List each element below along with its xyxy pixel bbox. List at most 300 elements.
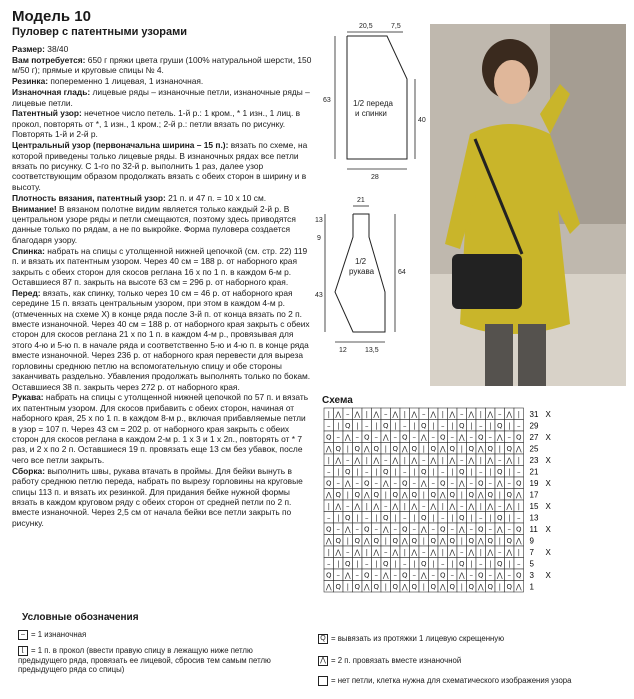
chart-cell-symbol: –: [498, 548, 502, 557]
twisted-stitch-icon: Q: [318, 634, 328, 644]
chart-cell-symbol: ⋀: [420, 479, 427, 488]
chart-cell-symbol: |: [508, 560, 511, 569]
chart-cell-symbol: –: [412, 571, 416, 580]
chart-cell-symbol: ⋀: [392, 548, 399, 557]
chart-cell-symbol: Q: [363, 433, 370, 442]
chart-cell-symbol: |: [413, 514, 416, 523]
chart-cell-symbol: |: [356, 514, 359, 523]
chart-cell-symbol: ⋀: [468, 410, 475, 419]
chart-cell-symbol: ⋀: [439, 537, 446, 546]
sleeve-dim-bottom-left: 12: [339, 347, 347, 354]
sleeve-label-2: рукава: [349, 267, 375, 276]
chart-cell-symbol: –: [517, 514, 521, 523]
chart-cell-symbol: –: [479, 422, 483, 431]
chart-cell-symbol: ⋀: [401, 491, 408, 500]
chart-cell-symbol: Q: [411, 583, 418, 592]
chart-cell-symbol: –: [460, 502, 464, 511]
chart-cell-symbol: |: [451, 468, 454, 477]
chart-cell-symbol: –: [336, 525, 340, 534]
dim-top-right: 7,5: [391, 23, 401, 30]
chart-cell-symbol: |: [489, 422, 492, 431]
chart-cell-symbol: |: [346, 583, 349, 592]
chart-cell-symbol: |: [422, 445, 425, 454]
chart-cell-symbol: ⋀: [363, 445, 370, 454]
chart-cell-symbol: ⋀: [344, 525, 351, 534]
chart-cell-symbol: |: [451, 514, 454, 523]
chart-cell-symbol: |: [517, 456, 520, 465]
chart-cell-symbol: ⋀: [420, 433, 427, 442]
chart-cell-symbol: ⋀: [439, 491, 446, 500]
chart-cell-symbol: Q: [487, 445, 494, 454]
schema-title: Схема: [322, 395, 353, 406]
chart-cell-symbol: –: [488, 479, 492, 488]
chart-cell-symbol: ⋀: [515, 537, 522, 546]
chart-cell-symbol: Q: [449, 445, 456, 454]
chart-cell-symbol: ⋀: [392, 456, 399, 465]
chart-cell-symbol: Q: [449, 491, 456, 500]
chart-cell-symbol: Q: [468, 583, 475, 592]
chart-cell-symbol: |: [508, 514, 511, 523]
chart-cell-symbol: –: [403, 560, 407, 569]
chart-cell-symbol: ⋀: [449, 502, 456, 511]
chart-cell-symbol: ⋀: [373, 548, 380, 557]
chart-cell-symbol: –: [422, 410, 426, 419]
chart-cell-symbol: ⋀: [430, 502, 437, 511]
chart-cell-symbol: Q: [458, 560, 465, 569]
chart-cell-symbol: –: [393, 433, 397, 442]
chart-cell-symbol: Q: [487, 537, 494, 546]
chart-cell-symbol: –: [365, 422, 369, 431]
chart-cell-symbol: Q: [373, 537, 380, 546]
chart-cell-symbol: ⋀: [477, 583, 484, 592]
chart-cell-symbol: Q: [458, 468, 465, 477]
chart-cell-symbol: Q: [449, 583, 456, 592]
chart-cell-symbol: Q: [344, 514, 351, 523]
chart-cell-symbol: Q: [382, 468, 389, 477]
chart-row-label: 23: [529, 456, 539, 466]
chart-cell-symbol: Q: [344, 468, 351, 477]
chart-cell-symbol: Q: [344, 560, 351, 569]
chart-cell-symbol: |: [470, 560, 473, 569]
chart-cell-symbol: ⋀: [401, 537, 408, 546]
chart-cell-symbol: Q: [468, 537, 475, 546]
chart-row-label: 5: [529, 559, 534, 569]
chart-cell-symbol: –: [384, 548, 388, 557]
page-title: Модель 10: [12, 8, 91, 25]
chart-cell-symbol: |: [365, 456, 368, 465]
chart-cell-symbol: ⋀: [354, 548, 361, 557]
chart-cell-symbol: –: [346, 548, 350, 557]
chart-cell-symbol: Q: [439, 571, 446, 580]
instructions: [12, 44, 312, 529]
chart-cell-symbol: Q: [449, 537, 456, 546]
chart-cell-symbol: Q: [392, 583, 399, 592]
tuck-stitch-icon: ⌊: [18, 646, 28, 656]
chart-cell-symbol: |: [413, 468, 416, 477]
chart-cell-symbol: Q: [477, 433, 484, 442]
chart-cell-symbol: Q: [411, 537, 418, 546]
chart-cell-symbol: ⋀: [401, 583, 408, 592]
chart-cell-symbol: ⋀: [411, 410, 418, 419]
chart-cell-symbol: |: [517, 410, 520, 419]
para-patent: Патентный узор: нечетное число петель. 1-й р.: 1 кром., * 1 изн., 1 лиц. в прокол, повторять от *, 1 изн., 1 кром.; 2-й р.: петли вязать по рисунку. Повторять 1-й и 2-й р.: [12, 108, 301, 140]
chart-cell-symbol: ⋀: [468, 548, 475, 557]
chart-row-mark: X: [545, 525, 551, 535]
chart-cell-symbol: Q: [506, 491, 513, 500]
chart-row-mark: X: [545, 410, 551, 420]
chart-cell-symbol: |: [460, 491, 463, 500]
sleeve-label-1: 1/2: [355, 257, 367, 266]
front-label-1: 1/2 переда: [353, 99, 393, 108]
chart-cell-symbol: ⋀: [373, 410, 380, 419]
chart-cell-symbol: |: [403, 502, 406, 511]
para-materials: Вам потребуется: 650 г пряжи цвета груши (100% натуральной шерсти, 150 м/50 г); прямые и круговые спицы № 4.: [12, 54, 312, 76]
chart-cell-symbol: Q: [515, 433, 522, 442]
chart-cell-symbol: |: [403, 548, 406, 557]
chart-cell-symbol: –: [393, 571, 397, 580]
chart-cell-symbol: –: [327, 422, 331, 431]
chart-cell-symbol: Q: [354, 445, 361, 454]
chart-cell-symbol: ⋀: [344, 571, 351, 580]
chart-cell-symbol: –: [450, 525, 454, 534]
chart-cell-symbol: |: [479, 456, 482, 465]
chart-cell-symbol: |: [517, 502, 520, 511]
chart-cell-symbol: ⋀: [430, 456, 437, 465]
chart-row-label: 7: [529, 548, 534, 558]
chart-cell-symbol: ⋀: [458, 479, 465, 488]
chart-cell-symbol: Q: [382, 560, 389, 569]
chart-cell-symbol: Q: [430, 583, 437, 592]
chart-row-mark: X: [545, 456, 551, 466]
legend-item-no-stitch: = нет петли, клетка нужна для схематического изображения узора: [318, 676, 628, 686]
chart-cell-symbol: Q: [458, 514, 465, 523]
chart-cell-symbol: |: [327, 548, 330, 557]
chart-cell-symbol: |: [365, 502, 368, 511]
chart-cell-symbol: –: [346, 502, 350, 511]
chart-cell-symbol: –: [336, 479, 340, 488]
chart-cell-symbol: Q: [354, 537, 361, 546]
chart-cell-symbol: |: [384, 583, 387, 592]
chart-row-label: 29: [529, 421, 539, 431]
chart-cell-symbol: –: [450, 479, 454, 488]
chart-cell-symbol: ⋀: [477, 491, 484, 500]
chart-cell-symbol: ⋀: [430, 410, 437, 419]
chart-cell-symbol: ⋀: [449, 410, 456, 419]
chart-cell-symbol: Q: [363, 571, 370, 580]
chart-cell-symbol: –: [365, 468, 369, 477]
chart-cell-symbol: Q: [420, 514, 427, 523]
chart-cell-symbol: |: [498, 537, 501, 546]
chart-cell-symbol: |: [365, 410, 368, 419]
chart-cell-symbol: ⋀: [487, 548, 494, 557]
chart-cell-symbol: Q: [496, 422, 503, 431]
chart-cell-symbol: |: [337, 422, 340, 431]
purl-symbol-icon: –: [18, 630, 28, 640]
chart-cell-symbol: Q: [373, 491, 380, 500]
chart-cell-symbol: –: [431, 479, 435, 488]
chart-cell-symbol: –: [441, 468, 445, 477]
chart-cell-symbol: ⋀: [411, 502, 418, 511]
chart-cell-symbol: ⋀: [487, 502, 494, 511]
chart-cell-symbol: –: [422, 502, 426, 511]
chart-cell-symbol: |: [356, 422, 359, 431]
chart-cell-symbol: |: [470, 468, 473, 477]
chart-cell-symbol: |: [403, 456, 406, 465]
para-rib: Резинка: попеременно 1 лицевая, 1 изнаночная.: [12, 76, 204, 87]
chart-cell-symbol: Q: [325, 525, 332, 534]
chart-cell-symbol: Q: [392, 537, 399, 546]
chart-cell-symbol: –: [393, 479, 397, 488]
chart-cell-symbol: |: [403, 410, 406, 419]
chart-cell-symbol: ⋀: [344, 433, 351, 442]
chart-cell-symbol: –: [403, 514, 407, 523]
page-subtitle: Пуловер с патентными узорами: [12, 26, 188, 38]
chart-cell-symbol: Q: [354, 583, 361, 592]
chart-cell-symbol: ⋀: [373, 502, 380, 511]
chart-cell-symbol: –: [422, 548, 426, 557]
chart-cell-symbol: |: [413, 560, 416, 569]
chart-cell-symbol: |: [337, 468, 340, 477]
chart-cell-symbol: ⋀: [477, 537, 484, 546]
chart-cell-symbol: |: [498, 583, 501, 592]
para-sleeves: Рукава: набрать на спицы с утолщенной нижней цепочкой по 57 п. и вязать их патентным узором. Для скосов прибавить с обеих сторон, начиная от наборного края, 25 х по 1 п. в каждом 8-м р., включая прибавляемые петли в узор = 107 п. Через 43 см = 202 р. от наборного края закрыть с обеих сторон для скосов реглана в каждом 2-м р. 1 х 3 и 1 х 2п., повторять от * 7 раз, и 2 х по 2 п. Оставшиеся 19 п. провязать еще 13 см без убавок, после чего все петли закрыть.: [12, 392, 309, 465]
chart-cell-symbol: –: [460, 456, 464, 465]
chart-cell-symbol: Q: [439, 479, 446, 488]
chart-row-label: 11: [529, 525, 538, 535]
chart-cell-symbol: Q: [420, 468, 427, 477]
chart-cell-symbol: |: [470, 422, 473, 431]
para-assembly: Сборка: выполнить швы, рукава втачать в проймы. Для бейки вынуть в работу среднюю петлю переда, набрать по вырезу горловины на круговые спицы 113 п. и вязать их резинкой. Для придания бейке нужной формы вязать в каждом круговом ряду с обеих сторон от средней петли по 2 п. вместе изнаночной. Через 2,5 см от начала бейки все петли закрыть по рисунку.: [12, 465, 303, 528]
chart-cell-symbol: –: [507, 479, 511, 488]
chart-cell-symbol: Q: [354, 491, 361, 500]
chart-cell-symbol: |: [375, 422, 378, 431]
chart-row-label: 3: [529, 571, 534, 581]
chart-cell-symbol: –: [327, 468, 331, 477]
legend-item-tuck: ⌊ = 1 п. в прокол (ввести правую спицу в лежащую ниже петлю предыдущего ряда, провязать ее лицевой, сбросив тем самым петлю предыдущего ряда со спицы): [18, 646, 271, 675]
chart-cell-symbol: |: [460, 583, 463, 592]
chart-cell-symbol: –: [355, 525, 359, 534]
chart-cell-symbol: ⋀: [354, 502, 361, 511]
chart-cell-symbol: –: [517, 468, 521, 477]
chart-cell-symbol: Q: [335, 445, 342, 454]
chart-cell-symbol: ⋀: [411, 456, 418, 465]
chart-cell-symbol: ⋀: [344, 479, 351, 488]
chart-cell-symbol: Q: [401, 479, 408, 488]
chart-cell-symbol: Q: [401, 433, 408, 442]
chart-cell-symbol: –: [460, 548, 464, 557]
sleeve-dim-bottom-right: 13,5: [365, 347, 379, 354]
chart-cell-symbol: |: [479, 548, 482, 557]
legend-title: Условные обозначения: [22, 612, 139, 623]
chart-cell-symbol: ⋀: [496, 571, 503, 580]
chart-cell-symbol: Q: [496, 560, 503, 569]
chart-cell-symbol: Q: [363, 479, 370, 488]
chart-cell-symbol: –: [431, 571, 435, 580]
chart-cell-symbol: Q: [363, 525, 370, 534]
chart-cell-symbol: Q: [325, 479, 332, 488]
chart-cell-symbol: Q: [487, 491, 494, 500]
chart-cell-symbol: |: [451, 560, 454, 569]
chart-cell-symbol: –: [336, 433, 340, 442]
chart-cell-symbol: |: [489, 560, 492, 569]
chart-cell-symbol: –: [365, 560, 369, 569]
chart-cell-symbol: –: [346, 410, 350, 419]
chart-cell-symbol: ⋀: [496, 525, 503, 534]
stitch-chart: [320, 406, 550, 606]
chart-row-mark: X: [545, 433, 551, 443]
chart-cell-symbol: ⋀: [515, 583, 522, 592]
chart-cell-symbol: Q: [373, 445, 380, 454]
chart-cell-symbol: ⋀: [449, 548, 456, 557]
chart-cell-symbol: |: [441, 456, 444, 465]
chart-cell-symbol: |: [394, 468, 397, 477]
chart-cell-symbol: ⋀: [363, 537, 370, 546]
chart-cell-symbol: |: [365, 548, 368, 557]
chart-cell-symbol: |: [441, 548, 444, 557]
para-size: Размер: 38/40: [12, 44, 69, 54]
chart-cell-symbol: ⋀: [487, 410, 494, 419]
chart-cell-symbol: |: [346, 537, 349, 546]
chart-row-label: 1: [529, 582, 534, 592]
chart-cell-symbol: |: [356, 468, 359, 477]
chart-cell-symbol: |: [327, 410, 330, 419]
chart-cell-symbol: |: [489, 514, 492, 523]
chart-cell-symbol: Q: [335, 583, 342, 592]
chart-cell-symbol: ⋀: [325, 491, 332, 500]
legend-item-twisted: Q = вывязать из протяжки 1 лицевую скрещенную: [318, 634, 618, 644]
chart-cell-symbol: |: [422, 537, 425, 546]
chart-row-label: 15: [529, 502, 539, 512]
chart-cell-symbol: Q: [382, 422, 389, 431]
chart-cell-symbol: –: [498, 410, 502, 419]
chart-cell-symbol: |: [337, 560, 340, 569]
chart-cell-symbol: |: [384, 445, 387, 454]
sleeve-dim-h2: 9: [317, 235, 321, 242]
chart-cell-symbol: –: [450, 433, 454, 442]
chart-cell-symbol: –: [479, 560, 483, 569]
chart-cell-symbol: |: [394, 560, 397, 569]
chart-cell-symbol: |: [375, 468, 378, 477]
chart-cell-symbol: ⋀: [506, 548, 513, 557]
chart-cell-symbol: –: [469, 479, 473, 488]
chart-cell-symbol: –: [441, 422, 445, 431]
chart-cell-symbol: |: [441, 410, 444, 419]
sleeve-dim-h3: 64: [398, 269, 406, 276]
chart-cell-symbol: –: [441, 514, 445, 523]
chart-cell-symbol: –: [498, 456, 502, 465]
chart-cell-symbol: –: [469, 433, 473, 442]
para-density: Плотность вязания, патентный узор: 21 п. и 47 п. = 10 х 10 см.: [12, 192, 267, 203]
chart-cell-symbol: ⋀: [335, 456, 342, 465]
chart-cell-symbol: Q: [506, 583, 513, 592]
chart-cell-symbol: ⋀: [382, 525, 389, 534]
sleeve-dim-h1: 13: [315, 217, 323, 224]
chart-cell-symbol: |: [508, 468, 511, 477]
front-back-diagram: [315, 14, 430, 184]
chart-cell-symbol: Q: [477, 525, 484, 534]
chart-cell-symbol: |: [498, 491, 501, 500]
chart-cell-symbol: ⋀: [430, 548, 437, 557]
chart-row-label: 19: [529, 479, 539, 489]
chart-cell-symbol: –: [412, 479, 416, 488]
chart-cell-symbol: Q: [325, 433, 332, 442]
chart-cell-symbol: |: [394, 514, 397, 523]
chart-cell-symbol: Q: [477, 479, 484, 488]
chart-cell-symbol: |: [460, 445, 463, 454]
chart-cell-symbol: ⋀: [382, 571, 389, 580]
chart-cell-symbol: ⋀: [515, 445, 522, 454]
chart-cell-symbol: ⋀: [392, 410, 399, 419]
chart-cell-symbol: –: [412, 433, 416, 442]
chart-cell-symbol: ⋀: [515, 491, 522, 500]
chart-cell-symbol: –: [374, 479, 378, 488]
chart-cell-symbol: –: [384, 502, 388, 511]
chart-cell-symbol: |: [498, 445, 501, 454]
chart-cell-symbol: Q: [411, 491, 418, 500]
chart-cell-symbol: |: [479, 410, 482, 419]
chart-cell-symbol: |: [413, 422, 416, 431]
chart-cell-symbol: –: [384, 410, 388, 419]
chart-cell-symbol: |: [432, 514, 435, 523]
chart-cell-symbol: |: [375, 560, 378, 569]
chart-cell-symbol: –: [517, 560, 521, 569]
chart-cell-symbol: |: [460, 537, 463, 546]
chart-row-label: 21: [529, 467, 539, 477]
chart-cell-symbol: Q: [430, 537, 437, 546]
chart-cell-symbol: –: [355, 479, 359, 488]
chart-cell-symbol: |: [517, 548, 520, 557]
chart-cell-symbol: |: [451, 422, 454, 431]
chart-cell-symbol: ⋀: [468, 502, 475, 511]
chart-cell-symbol: –: [374, 571, 378, 580]
chart-cell-symbol: –: [507, 571, 511, 580]
chart-cell-symbol: –: [488, 433, 492, 442]
chart-row-label: 9: [529, 536, 534, 546]
chart-cell-symbol: ⋀: [496, 433, 503, 442]
chart-cell-symbol: Q: [506, 445, 513, 454]
no-stitch-icon: [318, 676, 328, 686]
chart-cell-symbol: –: [507, 433, 511, 442]
para-attention: Внимание! В вязаном полотне видим является только каждый 2-й р. В центральном узоре ряды и петли смещаются, поэтому здесь приводятся данные только по рядам, а не по выкройке. Форма пуловера создается благодаря узору.: [12, 203, 296, 245]
chart-cell-symbol: Q: [401, 571, 408, 580]
chart-row-mark: X: [545, 548, 551, 558]
chart-cell-symbol: –: [450, 571, 454, 580]
chart-cell-symbol: |: [479, 502, 482, 511]
chart-cell-symbol: |: [337, 514, 340, 523]
chart-row-mark: X: [545, 502, 551, 512]
chart-cell-symbol: Q: [325, 571, 332, 580]
chart-cell-symbol: –: [403, 468, 407, 477]
chart-cell-symbol: –: [374, 433, 378, 442]
chart-cell-symbol: Q: [373, 583, 380, 592]
chart-cell-symbol: |: [422, 583, 425, 592]
chart-cell-symbol: Q: [439, 433, 446, 442]
chart-cell-symbol: Q: [335, 537, 342, 546]
chart-cell-symbol: ⋀: [335, 548, 342, 557]
chart-cell-symbol: –: [327, 560, 331, 569]
chart-cell-symbol: –: [403, 422, 407, 431]
front-label-2: и спинки: [355, 109, 387, 118]
chart-cell-symbol: –: [365, 514, 369, 523]
chart-cell-symbol: |: [508, 422, 511, 431]
chart-cell-symbol: ⋀: [335, 502, 342, 511]
chart-cell-symbol: –: [488, 571, 492, 580]
chart-cell-symbol: ⋀: [439, 583, 446, 592]
chart-cell-symbol: –: [336, 571, 340, 580]
chart-cell-symbol: |: [394, 422, 397, 431]
chart-cell-symbol: Q: [468, 491, 475, 500]
chart-cell-symbol: ⋀: [506, 502, 513, 511]
